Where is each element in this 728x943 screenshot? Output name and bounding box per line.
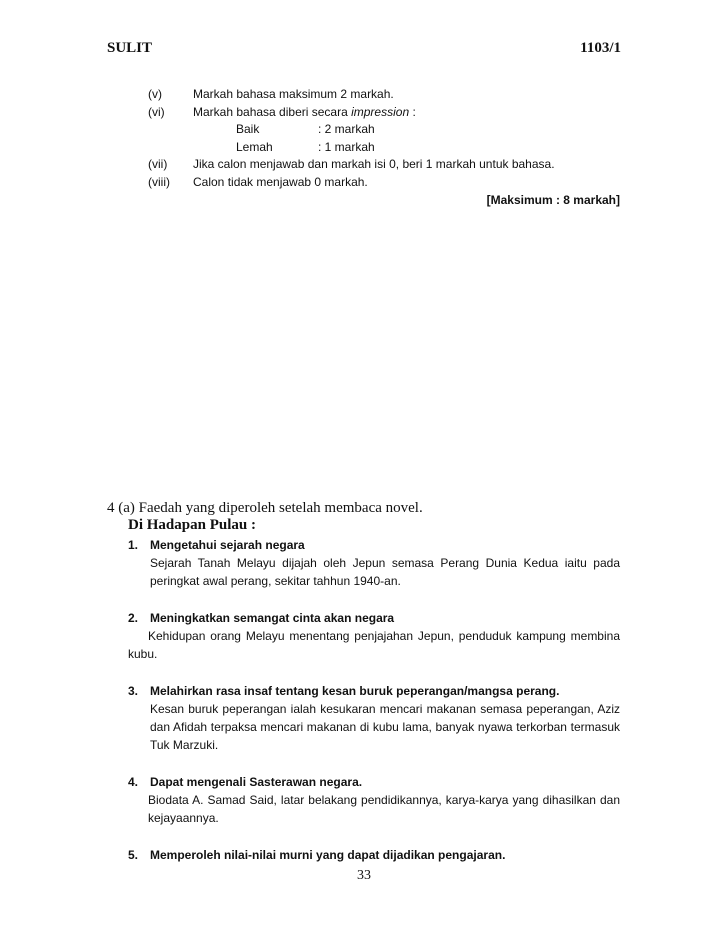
point-title: Dapat mengenali Sasterawan negara. [150,775,363,789]
scale-label: Lemah [236,139,273,154]
point-title-row [128,536,620,554]
rule-text: Calon tidak menjawab 0 markah. [193,174,368,189]
rule-number: (vi) [148,104,165,119]
header-paper-code: 1103/1 [580,40,621,56]
rule-number: (viii) [148,174,170,189]
point-title: Melahirkan rasa insaf tentang kesan buruk peperangan/mangsa perang. [150,684,560,698]
scale-value: : 2 markah [318,122,375,136]
point-title-row [128,682,620,700]
language-scale-row [148,121,620,139]
marking-rules [148,86,620,210]
scale-value: : 1 markah [318,139,375,154]
rule-item [148,86,620,104]
rule-text: Jika calon menjawab dan markah isi 0, beri 1 markah untuk bahasa. [193,157,555,171]
point-item [128,682,620,754]
rule-item [148,156,620,174]
point-item [128,773,620,827]
point-number: 5. [128,848,139,862]
question-heading: 4 (a) Faedah yang diperoleh setelah membaca novel. [107,500,423,516]
point-number: 4. [128,775,139,789]
point-number: 3. [128,684,139,698]
point-number: 2. [128,611,139,625]
rule-number: (vii) [148,157,168,171]
rule-text [193,104,620,122]
point-title: Memperoleh nilai-nilai murni yang dapat dijadikan pengajaran. [150,848,506,862]
point-body: Kehidupan orang Melayu menentang penjajahan Jepun, penduduk kampung membina kubu. [128,629,620,661]
point-body: Biodata A. Samad Said, latar belakang pendidikannya, karya-karya yang dihasilkan dan kejayaannya. [148,793,620,825]
benefit-points [128,536,620,883]
rule-text: Markah bahasa maksimum 2 markah. [193,87,394,101]
rule-text-part: : [409,104,416,119]
point-title-row [128,609,620,627]
header-sulit: SULIT [107,40,153,56]
point-body: Sejarah Tanah Melayu dijajah oleh Jepun semasa Perang Dunia Kedua iaitu pada peringkat awal perang, sekitar tahhun 1940-an. [150,556,620,588]
language-scale-row [148,139,620,157]
maximum-marks: [Maksimum : 8 markah] [486,193,620,207]
page-number: 33 [357,868,371,883]
point-number: 1. [128,538,139,552]
point-title-row [128,846,620,864]
point-title-row [128,773,620,791]
point-body: Kesan buruk peperangan ialah kesukaran mencari makanan semasa peperangan, Aziz dan Afidah terpaksa mencari makanan di kubu lama, banyak nyawa terkorban termasuk Tuk Marzuki. [150,702,620,752]
point-item [128,609,620,663]
novel-title: Di Hadapan Pulau : [128,517,256,533]
rule-number: (v) [148,87,162,101]
scale-label: Baik [236,122,260,136]
rule-item [148,104,620,122]
point-item [128,536,620,590]
point-title: Meningkatkan semangat cinta akan negara [150,611,395,625]
rule-item [148,174,620,192]
point-item [128,846,620,864]
rule-text-italic: impression [351,104,410,119]
rule-text-part: Markah bahasa diberi secara [193,104,352,119]
point-title: Mengetahui sejarah negara [150,538,305,552]
